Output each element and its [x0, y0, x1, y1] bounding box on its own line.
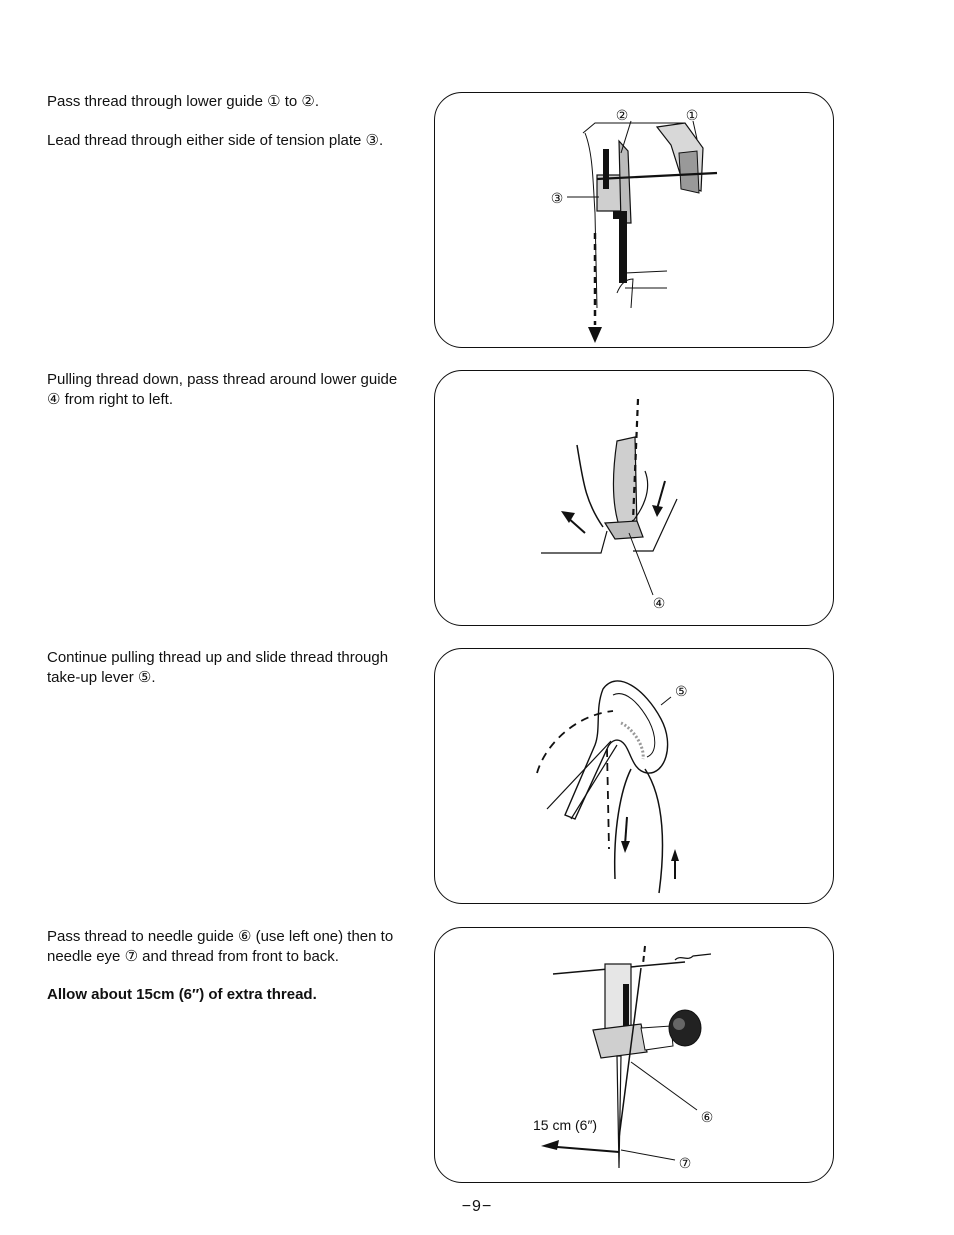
step3-text: Continue pulling thread up and slide thread through take-up lever ⑤. — [47, 649, 389, 686]
callout-2: ② — [615, 107, 629, 123]
page-number: −9− — [461, 1198, 493, 1215]
callout-4: ④ — [652, 595, 666, 611]
callout-7: ⑦ — [678, 1155, 692, 1171]
step4-text: Pass thread to needle guide ⑥ (use left one) then to needle eye ⑦ and thread from front to back. — [47, 928, 394, 965]
callout-1: ① — [685, 107, 699, 123]
step4-note: Allow about 15cm (6″) of extra thread. — [47, 986, 317, 1003]
step3-illustration — [434, 648, 834, 904]
step1-illustration — [434, 92, 834, 348]
step4-illustration — [434, 927, 834, 1183]
step1-line2: Lead thread through either side of tension plate ③. — [47, 132, 384, 149]
step1-line1: Pass thread through lower guide ① to ②. — [47, 93, 320, 110]
step2-text: Pulling thread down, pass thread around lower guide ④ from right to left. — [47, 371, 398, 408]
callout-3: ③ — [550, 190, 564, 206]
step2-illustration — [434, 370, 834, 626]
measure-label: 15 cm (6″) — [533, 1117, 598, 1133]
callout-5: ⑤ — [675, 683, 688, 699]
callout-6: ⑥ — [700, 1109, 714, 1125]
